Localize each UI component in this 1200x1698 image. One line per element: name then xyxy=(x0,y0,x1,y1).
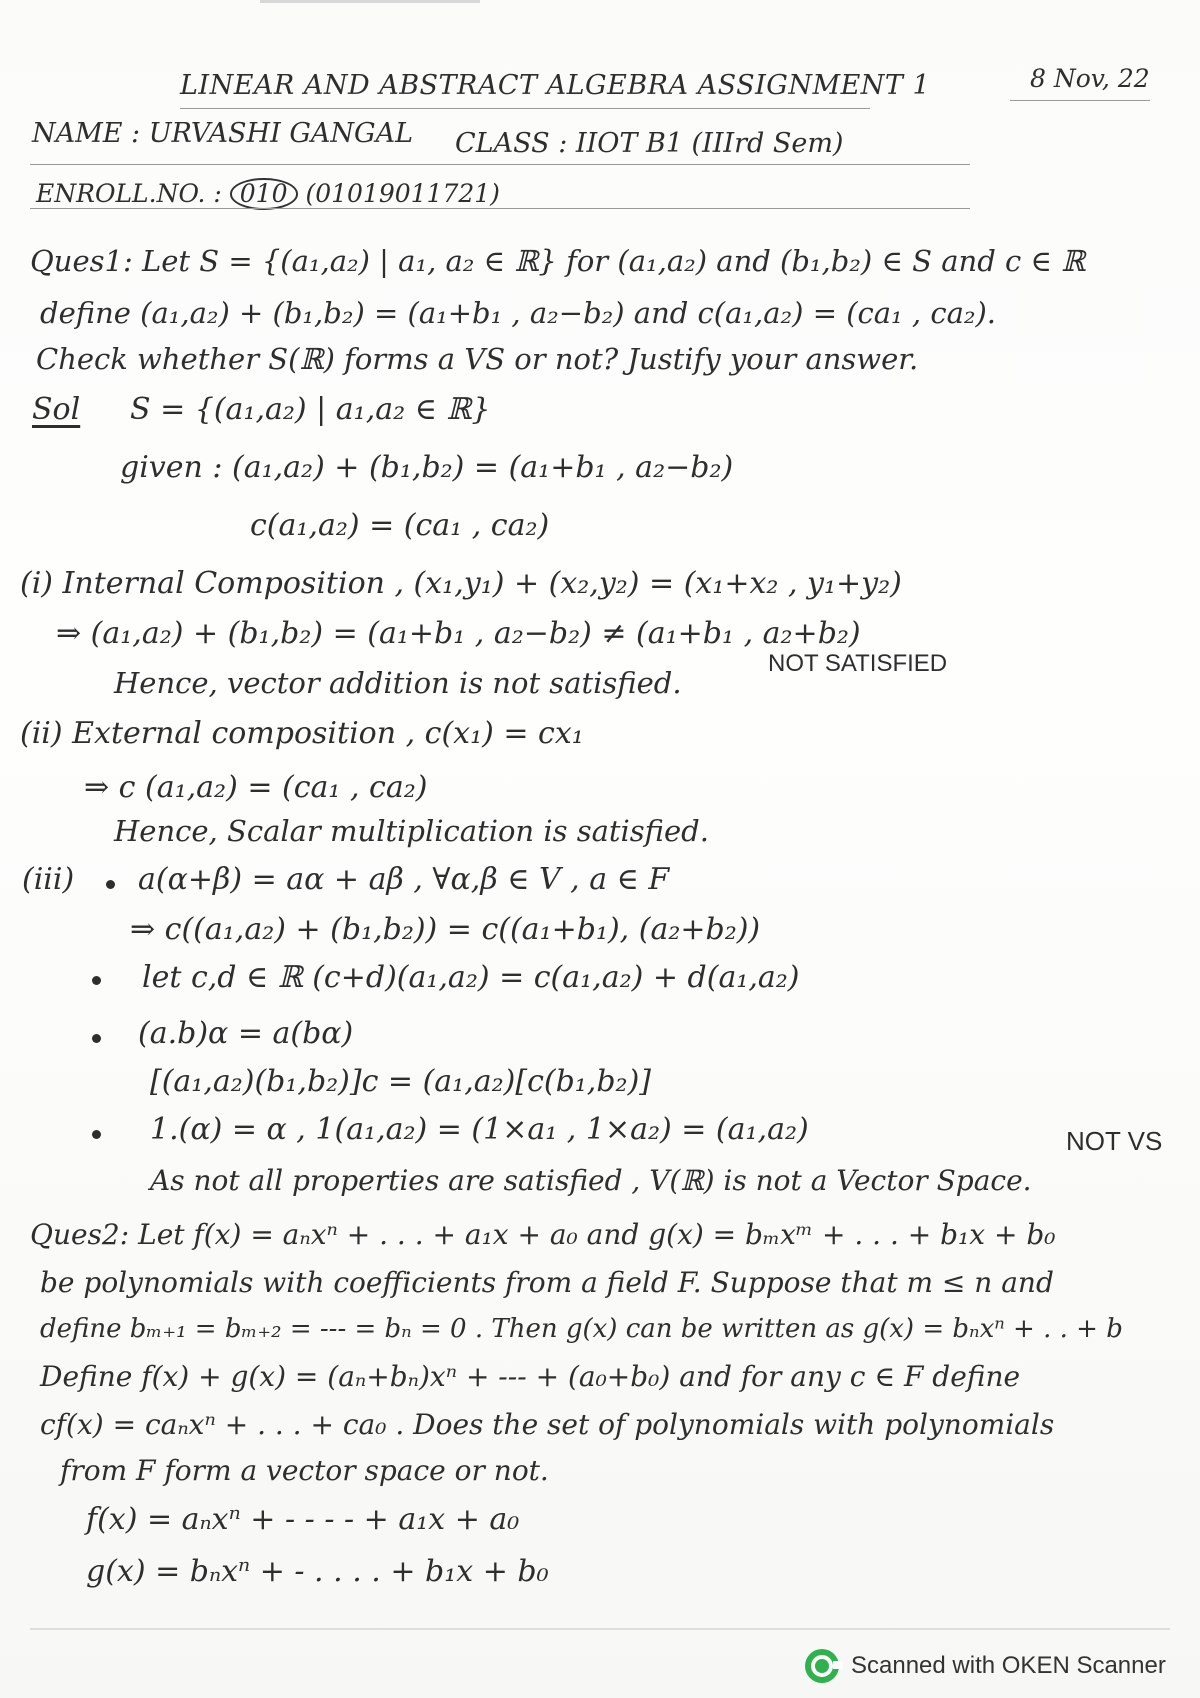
q2-text-4: Define f(x) + g(x) = (aₙ+bₙ)xⁿ + --- + (a₀+b₀) and for any c ∈ F define xyxy=(40,1360,1021,1393)
enroll-label: ENROLL.NO. : xyxy=(36,179,222,208)
bullet-3 xyxy=(92,1034,101,1043)
part1-step: ⇒ (a₁,a₂) + (b₁,b₂) = (a₁+b₁ , a₂−b₂) ≠ (a₁+b₁ , a₂+b₂) xyxy=(56,616,861,651)
part3-step-1: ⇒ c((a₁,a₂) + (b₁,b₂)) = c((a₁+b₁), (a₂+b₂)) xyxy=(130,912,761,947)
sol-conclusion: As not all properties are satisfied , V(ℝ) is not a Vector Space. xyxy=(150,1164,1032,1197)
part2-conclusion: Hence, Scalar multiplication is satisfied. xyxy=(114,814,709,848)
q2-text-2: be polynomials with coefficients from a field F. Suppose that m ≤ n and xyxy=(40,1266,1054,1299)
q1-text-3: Check whether S(ℝ) forms a VS or not? Justify your answer. xyxy=(36,342,919,376)
enroll-row xyxy=(36,178,500,210)
part3-step-3: [(a₁,a₂)(b₁,b₂)]c = (a₁,a₂)[c(b₁,b₂)] xyxy=(150,1064,651,1099)
bullet-4 xyxy=(92,1130,101,1139)
enroll-short: 010 xyxy=(230,178,298,210)
date: 8 Nov, 22 xyxy=(1030,64,1150,93)
bullet-1 xyxy=(106,880,115,889)
part3-label: (iii) xyxy=(22,862,75,897)
name-label: NAME : xyxy=(32,118,141,149)
q1-label: Ques1: xyxy=(30,244,133,278)
enroll-full: (01019011721) xyxy=(305,179,500,208)
enroll-underline xyxy=(30,208,970,209)
conclusion-stamp: NOT VS xyxy=(1066,1126,1163,1156)
bullet-2 xyxy=(92,976,101,985)
q2-text-1: Let f(x) = aₙxⁿ + . . . + a₁x + a₀ and g(x) = bₘxᵐ + . . . + b₁x + b₀ xyxy=(138,1218,1056,1251)
part2-title: (ii) External composition , c(x₁) = cx₁ xyxy=(20,716,584,751)
class-value: IIOT B1 (IIIrd Sem) xyxy=(575,128,844,159)
title-underline xyxy=(180,108,870,109)
sol-set: S = {(a₁,a₂) | a₁,a₂ ∈ ℝ} xyxy=(130,392,491,427)
q2-f-def: f(x) = aₙxⁿ + - - - - + a₁x + a₀ xyxy=(86,1502,520,1537)
part1-stamp: NOT SATISFIED xyxy=(768,650,948,677)
part1-title: (i) Internal Composition , (x₁,y₁) + (x₂,y₂) = (x₁+x₂ , y₁+y₂) xyxy=(20,566,902,601)
scan-edge-top xyxy=(260,0,480,3)
class-row xyxy=(455,128,843,159)
q2-text-5: cf(x) = caₙxⁿ + . . . + ca₀ . Does the set of polynomials with polynomials xyxy=(40,1408,1055,1441)
sol-given-2: c(a₁,a₂) = (ca₁ , ca₂) xyxy=(250,508,550,543)
part3-bullet-3: (a.b)α = a(bα) xyxy=(138,1016,354,1051)
part3-bullet-1: a(α+β) = aα + aβ , ∀α,β ∈ V , a ∈ F xyxy=(138,862,670,897)
scan-edge-bottom xyxy=(30,1628,1170,1630)
part3-bullet-4: 1.(α) = α , 1(a₁,a₂) = (1×a₁ , 1×a₂) = (a₁,a₂) xyxy=(150,1112,809,1147)
name-row xyxy=(32,118,413,149)
q2-line-1 xyxy=(30,1218,1055,1251)
q1-line-1 xyxy=(30,244,1085,278)
q1-text-2: define (a₁,a₂) + (b₁,b₂) = (a₁+b₁ , a₂−b₂) and c(a₁,a₂) = (ca₁ , ca₂). xyxy=(40,296,997,330)
part3-bullet-2: let c,d ∈ ℝ (c+d)(a₁,a₂) = c(a₁,a₂) + d(a₁,a₂) xyxy=(142,960,800,995)
sol-given-1: given : (a₁,a₂) + (b₁,b₂) = (a₁+b₁ , a₂−b₂) xyxy=(120,450,734,485)
q2-text-3: define bₘ₊₁ = bₘ₊₂ = --- = bₙ = 0 . Then g(x) can be written as g(x) = bₙxⁿ + . . + b xyxy=(40,1314,1123,1344)
q2-g-def: g(x) = bₙxⁿ + - . . . . + b₁x + b₀ xyxy=(86,1554,549,1589)
q2-label: Ques2: xyxy=(30,1218,130,1251)
date-underline xyxy=(1010,100,1150,101)
name-underline xyxy=(30,164,970,165)
class-label: CLASS : xyxy=(455,128,568,159)
scanner-watermark xyxy=(805,1646,1166,1686)
sol-label: Sol xyxy=(32,392,81,427)
part1-conclusion: Hence, vector addition is not satisfied. xyxy=(114,666,682,700)
q1-text-1: Let S = {(a₁,a₂) | a₁, a₂ ∈ ℝ} for (a₁,a₂) and (b₁,b₂) ∈ S and c ∈ ℝ xyxy=(141,244,1086,278)
scanner-text: Scanned with OKEN Scanner xyxy=(851,1652,1166,1679)
assignment-title: LINEAR AND ABSTRACT ALGEBRA ASSIGNMENT 1 xyxy=(180,70,931,101)
q2-text-6: from F form a vector space or not. xyxy=(60,1454,549,1487)
oken-logo-icon xyxy=(805,1649,839,1683)
name-value: URVASHI GANGAL xyxy=(148,118,414,149)
part2-step: ⇒ c (a₁,a₂) = (ca₁ , ca₂) xyxy=(84,770,428,805)
